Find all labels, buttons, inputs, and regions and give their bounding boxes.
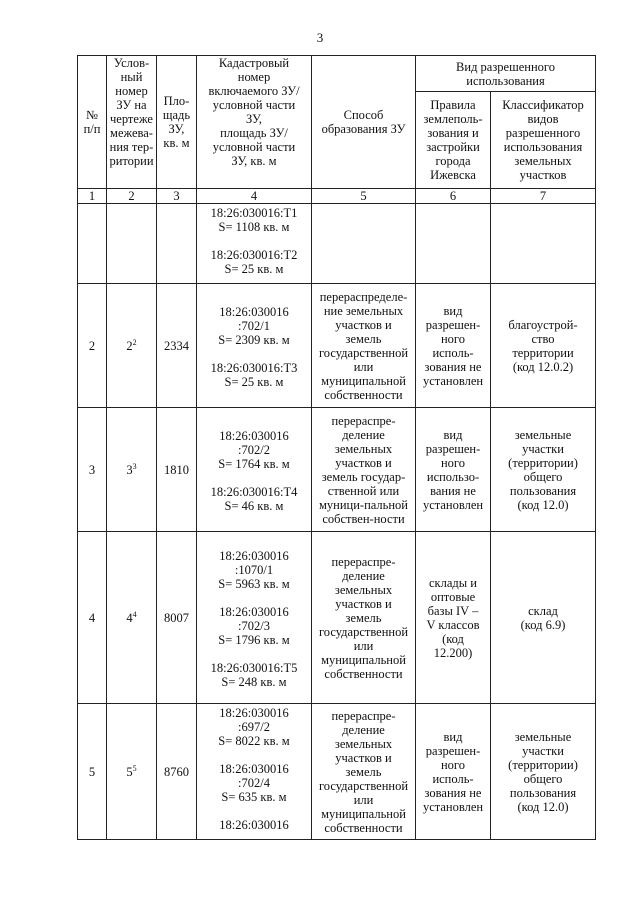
cell-rules: склады и оптовые базы IV – V классов (код 12.200) [416,532,491,704]
column-number: 1 [78,189,107,204]
table-row [78,532,596,704]
cell-conditional-number: $3^3$ [107,408,157,532]
cell-cadastral [197,204,312,284]
cell-classifier: склад (код 6.9) [491,532,596,704]
cell-cadastral [197,704,312,840]
cell-num: 4 [78,532,107,704]
cell-area: 8760 [157,704,197,840]
cadastral-entry: 18:26:030016 :1070/1 S= 5963 кв. м [218,548,290,591]
cadastral-entry: 18:26:030016:Т4 S= 46 кв. м [210,484,298,513]
cell-conditional-number: $2^2$ [107,284,157,408]
cell-area: 1810 [157,408,197,532]
cadastral-entry: 18:26:030016 :702/2 S= 1764 кв. м [218,428,290,471]
table-row [78,704,596,840]
cell-rules: вид разрешен- ного исполь- зования не установлен [416,704,491,840]
cell-area [157,204,197,284]
cell-conditional-number: $5^5$ [107,704,157,840]
cell-area: 8007 [157,532,197,704]
header-conditional-number: Услов- ный номер ЗУ на чертеже межева- ния тер- ритории [107,56,157,189]
cadastral-entry: 18:26:030016 :697/2 S= 8022 кв. м [218,706,290,748]
cell-area: 2334 [157,284,197,408]
header-area: Пло- щадь ЗУ, кв. м [157,56,197,189]
cell-cadastral [197,284,312,408]
cell-num: 5 [78,704,107,840]
cadastral-entry: 18:26:030016 :702/4 S= 635 кв. м [219,762,289,804]
cadastral-entry: 18:26:030016:Т1 S= 1108 кв. м [210,206,298,234]
cell-formation-method: перераспре- деление земельных участков и земель государ- ственной или муници-пальной собствен-ности [312,408,416,532]
column-number: 2 [107,189,157,204]
cell-formation-method [312,204,416,284]
cadastral-entry: 18:26:030016 :702/1 S= 2309 кв. м [218,304,290,347]
cell-formation-method: перераспре- деление земельных участков и земель государственной или муниципальной собственности [312,532,416,704]
cadastral-entry: 18:26:030016 [219,818,289,832]
cadastral-entry: 18:26:030016:Т2 S= 25 кв. м [210,248,298,276]
header-cadastral: Кадастровый номер включаемого ЗУ/ условной части ЗУ, площадь ЗУ/ условной части ЗУ, кв. м [197,56,312,189]
cell-num: 3 [78,408,107,532]
cell-num: 2 [78,284,107,408]
cell-rules: вид разрешен- ного использо- вания не установлен [416,408,491,532]
column-number: 7 [491,189,596,204]
cell-num [78,204,107,284]
table-row [78,408,596,532]
cell-cadastral [197,532,312,704]
cell-conditional-number [107,204,157,284]
column-number: 5 [312,189,416,204]
header-formation-method: Способ образования ЗУ [312,56,416,189]
cell-classifier: благоустрой- ство территории (код 12.0.2) [491,284,596,408]
cell-classifier [491,204,596,284]
table-row [78,204,596,284]
header-classifier: Классификатор видов разрешенного использования земельных участков [491,92,596,189]
cell-formation-method: перераспре- деление земельных участков и земель государственной или муниципальной собственности [312,704,416,840]
cell-classifier: земельные участки (территории) общего пользования (код 12.0) [491,704,596,840]
cadastral-entry: 18:26:030016:Т5 S= 248 кв. м [210,660,298,689]
table-row [78,284,596,408]
header-num: № п/п [78,56,107,189]
cadastral-entry: 18:26:030016 :702/3 S= 1796 кв. м [218,604,290,647]
header-rules: Правила землеполь- зования и застройки города Ижевска [416,92,491,189]
column-number: 6 [416,189,491,204]
cadastral-entry: 18:26:030016:Т3 S= 25 кв. м [210,360,298,389]
cell-formation-method: перераспределе- ние земельных участков и земель государственной или муниципальной собственности [312,284,416,408]
cell-cadastral [197,408,312,532]
cell-conditional-number: $4^4$ [107,532,157,704]
column-number: 4 [197,189,312,204]
cell-rules [416,204,491,284]
column-number: 3 [157,189,197,204]
page-number: 3 [316,30,324,45]
column-numbers-row [78,189,596,204]
land-plots-table [77,55,596,840]
header-permitted-use: Вид разрешенного использования [416,56,596,92]
cell-rules: вид разрешен- ного исполь- зования не установлен [416,284,491,408]
cell-classifier: земельные участки (территории) общего пользования (код 12.0) [491,408,596,532]
